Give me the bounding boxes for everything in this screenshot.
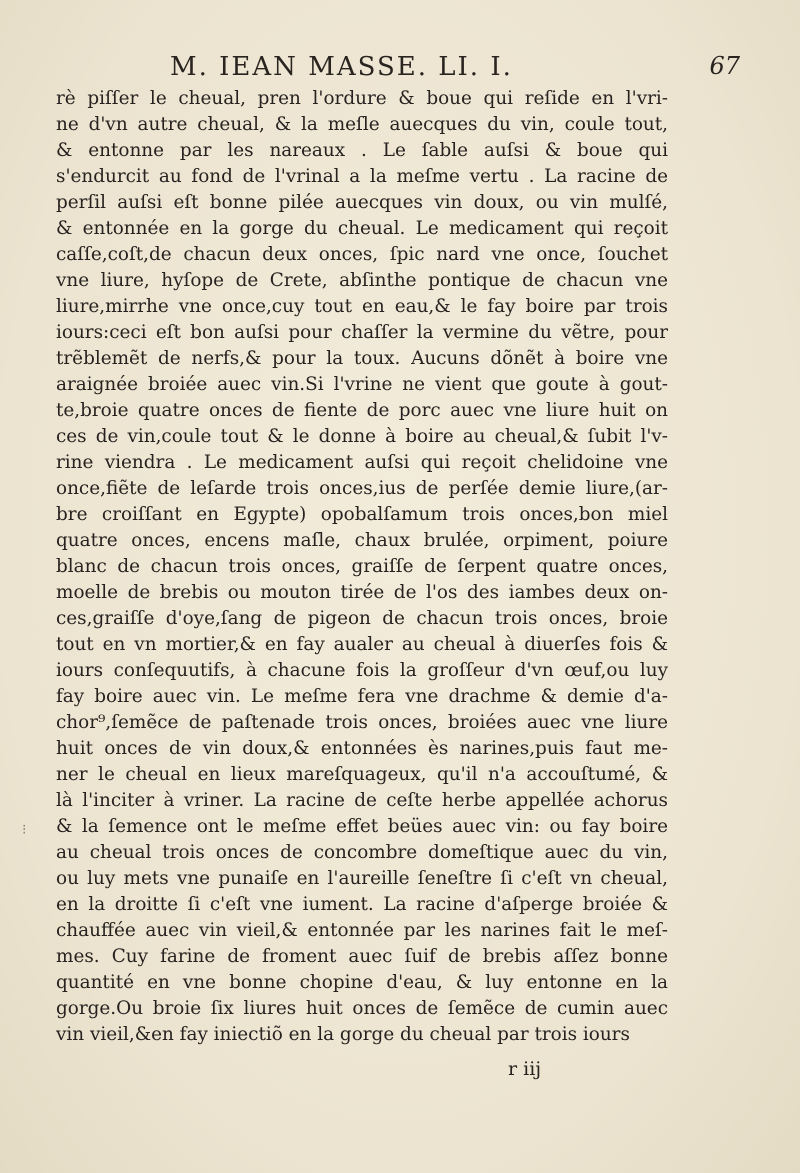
- text-line: vin vieil,&en fay iniectiõ en la gorge du cheual par trois iours: [56, 1024, 630, 1045]
- text-line: mes. Cuy farine de froment auec ſuif de brebis aſſez bonne: [56, 946, 668, 967]
- text-line: trẽblemẽt de nerfs,& pour la toux. Aucuns dõnẽt à boire vne: [56, 348, 668, 369]
- text-line: & entonnée en la gorge du cheual. Le medicament qui reçoit: [56, 218, 668, 239]
- text-line: araignée broiée auec vin.Si l'vrine ne vient que goute à gout-: [56, 374, 668, 395]
- text-line: là l'inciter à vriner. La racine de ceſte herbe appellée achorus: [56, 790, 668, 811]
- text-line: once,fiẽte de leſarde trois onces,ius de perſée demie liure,(ar-: [56, 478, 668, 499]
- text-line: s'endurcit au fond de l'vrinal a la meſme vertu . La racine de: [56, 166, 668, 187]
- text-line: iours:ceci eſt bon auſsi pour chaſſer la vermine du vẽtre, pour: [56, 322, 668, 343]
- text-line: chauffée auec vin vieil,& entonnée par les narines fait le meſ-: [56, 920, 668, 941]
- text-line: iours conſequutifs, à chacune fois la groſſeur d'vn œuf,ou luy: [56, 660, 668, 681]
- text-line: ner le cheual en lieux mareſquageux, qu'il n'a accouſtumé, &: [56, 764, 668, 785]
- text-line: caſſe,coſt,de chacun deux onces, ſpic nard vne once, ſouchet: [56, 244, 668, 265]
- signature-mark: r iij: [508, 1058, 542, 1080]
- text-line: fay boire auec vin. Le meſme fera vne drachme & demie d'a-: [56, 686, 668, 707]
- text-line: liure,mirrhe vne once,cuy tout en eau,& le fay boire par trois: [56, 296, 668, 317]
- text-line: rè piſſer le cheual, pren l'ordure & boue qui reſide en l'vri-: [56, 88, 668, 109]
- text-line: en la droitte ſi c'eſt vne iument. La racine d'aſperge broiée &: [56, 894, 668, 915]
- text-line: perſil auſsi eſt bonne pilée auecques vin doux, ou vin mulſé,: [56, 192, 668, 213]
- margin-mark: ⁝: [22, 822, 27, 838]
- text-line: & la ſemence ont le meſme effet beües auec vin: ou fay boire: [56, 816, 668, 837]
- text-line: chor⁹,ſemẽce de paſtenade trois onces, broiées auec vne liure: [56, 712, 668, 733]
- page-number: 67: [709, 52, 740, 80]
- page-header: [60, 52, 760, 86]
- text-line: quatre onces, encens maſle, chaux brulée, orpiment, poiure: [56, 530, 668, 551]
- text-line: & entonne par les nareaux . Le ſable auſsi & boue qui: [56, 140, 668, 161]
- text-line: ou luy mets vne punaiſe en l'aureille ſeneſtre ſi c'eſt vn cheual,: [56, 868, 668, 889]
- text-line: moelle de brebis ou mouton tirée de l'os des iambes deux on-: [56, 582, 668, 603]
- text-line: ne d'vn autre cheual, & la meſle auecques du vin, coule tout,: [56, 114, 668, 135]
- text-line: gorge.Ou broie ſix liures huit onces de ſemẽce de cumin auec: [56, 998, 668, 1019]
- text-line: bre croiſſant en Egypte) opobalſamum trois onces,bon miel: [56, 504, 668, 525]
- text-line: ces,graiſſe d'oye,ſang de pigeon de chacun trois onces, broie: [56, 608, 668, 629]
- text-line: rine viendra . Le medicament auſsi qui reçoit chelidoine vne: [56, 452, 668, 473]
- text-line: huit onces de vin doux,& entonnées ès narines,puis faut me-: [56, 738, 668, 759]
- text-line: blanc de chacun trois onces, graiſſe de ſerpent quatre onces,: [56, 556, 668, 577]
- body-text: [56, 86, 668, 1048]
- running-head: M. IEAN MASSE. LI. I.: [170, 52, 513, 82]
- text-line: au cheual trois onces de concombre domeſtique auec du vin,: [56, 842, 668, 863]
- text-line: tout en vn mortier,& en fay aualer au cheual à diuerſes fois &: [56, 634, 668, 655]
- text-line: ces de vin,coule tout & le donne à boire au cheual,& ſubit l'v-: [56, 426, 668, 447]
- text-line: te,broie quatre onces de fiente de porc auec vne liure huit on: [56, 400, 668, 421]
- text-line: vne liure, hyſope de Crete, abſinthe pontique de chacun vne: [56, 270, 668, 291]
- text-line: quantité en vne bonne chopine d'eau, & luy entonne en la: [56, 972, 668, 993]
